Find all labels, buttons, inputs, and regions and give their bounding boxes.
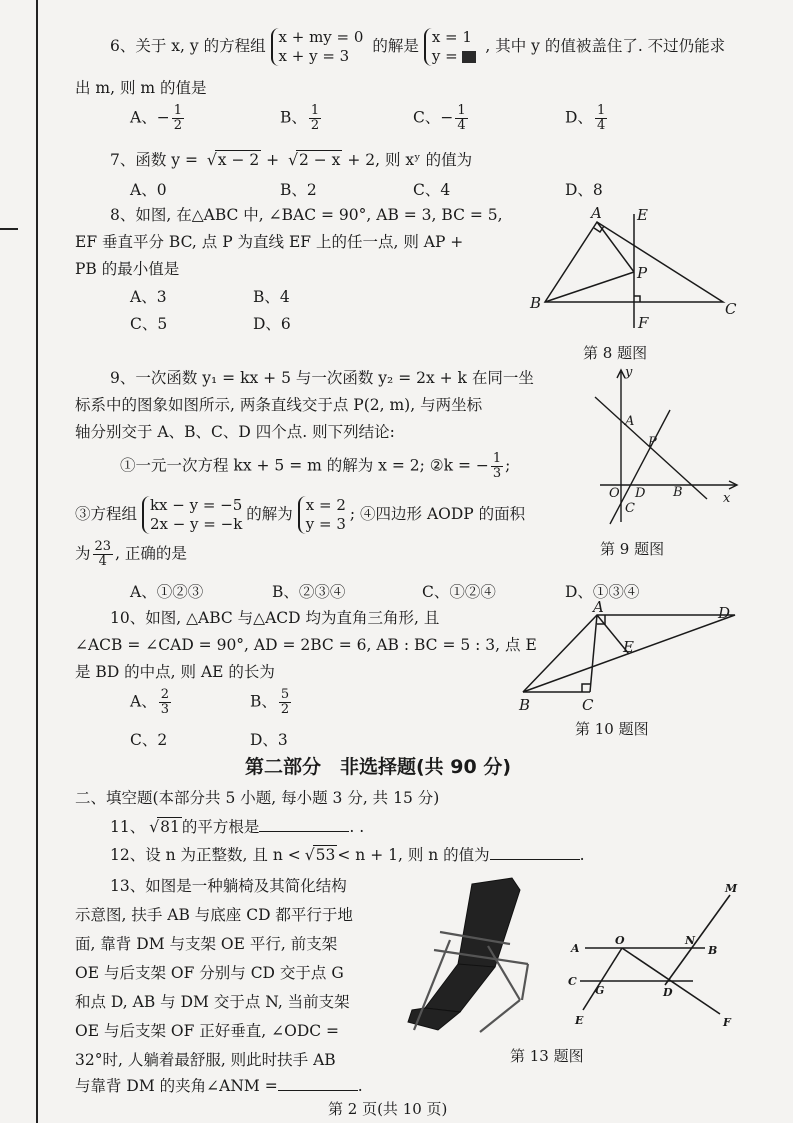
chair-backrest — [458, 878, 520, 974]
q13-line2: 示意图, 扶手 AB 与底座 CD 都平行于地 — [75, 906, 353, 924]
q8-line2: EF 垂直平分 BC, 点 P 为直线 EF 上的任一点, 则 AP + — [75, 233, 464, 251]
q8-right-angle-a — [594, 226, 604, 232]
q13-line3: 面, 靠背 DM 与支架 OE 平行, 前支架 — [75, 935, 338, 953]
q13-answer-blank[interactable] — [278, 1076, 358, 1091]
q13-line7: 32°时, 人躺着最舒服, 则此时扶手 AB — [75, 1051, 336, 1069]
label-b: B — [530, 294, 542, 312]
segment-oe — [583, 948, 622, 1010]
q6-option-a-label: A、− — [130, 108, 170, 127]
q6-option-c-label: C、− — [413, 108, 454, 127]
q10-caption: 第 10 题图 — [575, 720, 649, 738]
q6-line1 — [110, 28, 725, 66]
label-c: C — [725, 300, 737, 318]
chair-seat — [425, 964, 495, 1012]
q13-line8 — [75, 1074, 363, 1096]
q9-line6 — [75, 540, 187, 569]
q7-radical-1: √ x − 2 — [215, 150, 261, 169]
label-d: D — [635, 486, 646, 501]
q12-period: . — [579, 846, 585, 864]
q8-figure — [525, 200, 750, 340]
q13-text: 与靠背 DM 的夹角∠ANM = — [75, 1077, 278, 1095]
q12-answer-blank[interactable] — [490, 845, 580, 860]
part2-title: 第二部分 非选择题(共 90 分) — [245, 756, 512, 778]
q8-option-d: D、6 — [253, 315, 291, 333]
q6-sol2: y = — [431, 47, 458, 65]
q6-option-b-label: B、 — [280, 108, 307, 127]
q12-text-b: < n + 1, 则 n 的值为 — [337, 846, 490, 864]
q9-eq2: 2x − y = −k — [149, 515, 243, 533]
margin-line — [36, 0, 38, 1123]
q9-system — [142, 496, 246, 534]
q8-segment-pb — [545, 272, 634, 302]
label-b: B — [708, 944, 718, 957]
q9-sol1: x = 2 — [305, 496, 346, 514]
recliner-chair-image — [400, 872, 535, 1037]
q13-caption: 第 13 题图 — [510, 1047, 584, 1065]
numerator: 5 — [280, 687, 290, 702]
q9-option-c: C、①②④ — [422, 583, 496, 601]
chair-frame-rear-leg — [522, 964, 528, 1000]
label-a: A — [571, 942, 580, 955]
q10-option-b — [250, 688, 293, 717]
q10-option-d: D、3 — [250, 731, 288, 749]
q12-text: 12、设 n 为正整数, 且 n < — [110, 846, 301, 864]
label-a: A — [625, 414, 635, 429]
q10-right-angle-c — [582, 684, 590, 692]
q6-option-b-frac — [309, 104, 321, 133]
q9-text-end: , 正确的是 — [115, 544, 187, 563]
q10-line3: 是 BD 的中点, 则 AE 的长为 — [75, 663, 275, 681]
q6-option-d-label: D、 — [565, 108, 593, 127]
label-f: F — [723, 1016, 731, 1029]
q9-option-a: A、①②③ — [130, 583, 204, 601]
q6-option-d — [565, 104, 609, 133]
denominator: 4 — [596, 118, 606, 133]
q10-option-a-label: A、 — [130, 692, 157, 711]
q6-eq2: x + y = 3 — [278, 47, 350, 65]
q7-option-d: D、8 — [565, 181, 603, 199]
q6-text-b: 的解是 — [372, 37, 419, 55]
label-m: M — [725, 882, 738, 895]
q9-caption: 第 9 题图 — [600, 540, 665, 558]
q8-option-c: C、5 — [130, 315, 168, 333]
q9-k-frac — [491, 452, 503, 481]
label-p: P — [648, 435, 657, 450]
q7-line1 — [110, 148, 472, 170]
line-y2 — [610, 410, 670, 524]
q11-period: . . — [349, 818, 365, 836]
q8-option-b: B、4 — [253, 288, 290, 306]
q10-line2: ∠ACB = ∠CAD = 90°, AD = 2BC = 6, AB : BC = 5 : 3, 点 E — [75, 636, 537, 654]
denominator: 4 — [98, 554, 107, 569]
q11-line — [110, 815, 364, 837]
q6-option-d-frac — [595, 104, 607, 133]
denominator: 2 — [280, 702, 290, 717]
label-o: O — [609, 486, 620, 501]
q9-line3: 轴分别交于 A、B、C、D 四个点. 则下列结论: — [75, 423, 395, 441]
q10-segment-ac — [590, 615, 597, 692]
label-p: P — [637, 264, 648, 282]
label-n: N — [685, 934, 696, 947]
q9-text: 的解为 — [246, 505, 293, 523]
q9-eq1: kx − y = −5 — [149, 496, 243, 514]
numerator: 1 — [173, 103, 182, 118]
q9-option-d: D、①③④ — [565, 583, 640, 601]
q11-answer-blank[interactable] — [259, 817, 349, 832]
numerator: 1 — [596, 103, 606, 118]
q9-semicolon: ; — [505, 456, 511, 475]
q6-line2: 出 m, 则 m 的值是 — [75, 79, 207, 97]
q10-option-b-label: B、 — [250, 692, 277, 711]
q7-option-b: B、2 — [280, 181, 317, 199]
q10-option-a-frac — [159, 688, 171, 717]
q7-text-b: + 2, 则 xʸ 的值为 — [342, 151, 473, 169]
q13-line4: OE 与后支架 OF 分别与 CD 交于点 G — [75, 964, 344, 982]
q9-line2: 标系中的图象如图所示, 两条直线交于点 P(2, m), 与两坐标 — [75, 396, 483, 414]
q13-period: . — [357, 1077, 363, 1095]
q10-option-c: C、2 — [130, 731, 168, 749]
numerator: 23 — [94, 539, 112, 554]
label-d: D — [663, 986, 673, 999]
q7-option-a: A、0 — [130, 181, 167, 199]
q7-text: 7、函数 y = — [110, 151, 203, 169]
segment-dm — [665, 895, 730, 985]
covered-value-box — [462, 51, 476, 63]
q6-solution — [424, 28, 481, 66]
q10-figure — [515, 600, 765, 712]
q6-text: 6、关于 x, y 的方程组 — [110, 37, 266, 55]
label-c: C — [568, 975, 577, 988]
q8-line3: PB 的最小值是 — [75, 260, 180, 278]
q6-option-c — [413, 104, 470, 133]
label-e: E — [637, 206, 648, 224]
q9-line4 — [120, 452, 510, 481]
q9-sol2: y = 3 — [305, 515, 346, 533]
q8-caption: 第 8 题图 — [583, 344, 648, 362]
label-e: E — [623, 638, 634, 656]
q6-system — [271, 28, 368, 66]
numerator: 1 — [492, 451, 502, 466]
q11-text: 的平方根是 — [181, 818, 260, 836]
numerator: 1 — [310, 103, 320, 118]
q9-statement-3: ③方程组 — [75, 505, 138, 523]
q13-line6: OE 与后支架 OF 正好垂直, ∠ODC = — [75, 1022, 340, 1040]
q9-line5 — [75, 496, 525, 534]
q6-option-a-frac — [172, 104, 184, 133]
numerator: 1 — [457, 103, 466, 118]
q7-option-c: C、4 — [413, 181, 451, 199]
q9-option-b: B、②③④ — [272, 583, 346, 601]
label-f: F — [638, 314, 649, 332]
q6-option-b — [280, 104, 323, 133]
label-c: C — [582, 696, 594, 712]
label-e: E — [575, 1014, 584, 1027]
q13-figure — [565, 880, 780, 1040]
q9-line1: 9、一次函数 y₁ = kx + 5 与一次函数 y₂ = 2x + k 在同一坐 — [110, 369, 534, 387]
label-a: A — [593, 600, 604, 616]
q9-text-wei: 为 — [75, 544, 91, 563]
q10-option-a — [130, 688, 173, 717]
label-g: G — [595, 984, 605, 997]
q9-statement-12: ①一元一次方程 kx + 5 = m 的解为 x = 2; ②k = − — [120, 456, 489, 475]
q8-right-angle-f — [634, 296, 640, 302]
chair-frame-back — [488, 946, 520, 1000]
fill-blank-section-heading: 二、填空题(本部分共 5 小题, 每小题 3 分, 共 15 分) — [75, 789, 440, 807]
denominator: 2 — [310, 118, 320, 133]
q10-line1: 10、如图, △ABC 与△ACD 均为直角三角形, 且 — [110, 609, 440, 627]
q10-option-b-frac — [279, 688, 291, 717]
label-x: x — [723, 491, 731, 506]
q11-number: 11、 — [110, 818, 146, 836]
q7-plus: + — [261, 151, 285, 169]
q8-line1: 8、如图, 在△ABC 中, ∠BAC = 90°, AB = 3, BC = 5, — [110, 206, 503, 224]
q9-statement-4: ; ④四边形 AODP 的面积 — [349, 505, 526, 523]
label-b: B — [519, 696, 531, 712]
q6-sol1: x = 1 — [431, 28, 472, 46]
label-y: y — [625, 365, 633, 380]
label-d: D — [718, 604, 731, 622]
label-b: B — [673, 485, 683, 500]
denominator: 2 — [173, 118, 182, 133]
chair-frame-base — [480, 1000, 520, 1032]
label-c: C — [625, 501, 635, 516]
numerator: 2 — [160, 687, 169, 702]
q13-line1: 13、如图是一种躺椅及其简化结构 — [110, 877, 347, 895]
q13-line5: 和点 D, AB 与 DM 交于点 N, 当前支架 — [75, 993, 350, 1011]
q6-text-c: , 其中 y 的值被盖住了. 不过仍能求 — [485, 37, 726, 55]
page-number: 第 2 页(共 10 页) — [328, 1100, 448, 1118]
q12-line — [110, 843, 585, 865]
denominator: 4 — [457, 118, 466, 133]
q9-solution — [298, 496, 350, 534]
margin-tick — [0, 228, 18, 230]
q6-option-c-frac — [455, 104, 467, 133]
q11-radical: √ 81 — [157, 817, 182, 836]
q8-option-a: A、3 — [130, 288, 167, 306]
label-o: O — [615, 934, 625, 947]
q12-radical: √ 53 — [313, 845, 338, 864]
label-a: A — [591, 204, 602, 222]
q6-option-a — [130, 104, 186, 133]
q9-area-frac — [93, 540, 114, 569]
denominator: 3 — [492, 466, 502, 481]
denominator: 3 — [160, 702, 169, 717]
q9-figure — [585, 362, 745, 532]
q6-eq1: x + my = 0 — [278, 28, 364, 46]
q7-radical-2: √ 2 − x — [296, 150, 342, 169]
